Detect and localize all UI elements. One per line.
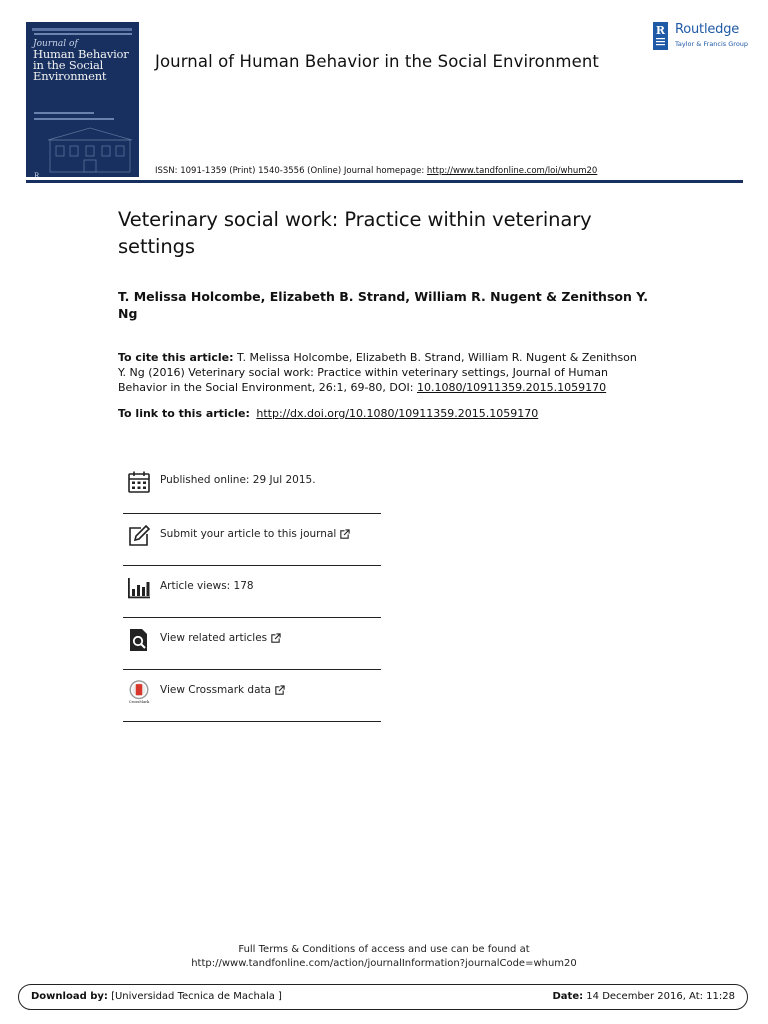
article-title: Veterinary social work: Practice within veterinary settings: [118, 208, 592, 258]
cover-name-line-1: Human Behavior: [33, 47, 129, 61]
submit-article-text: Submit your article to this journal: [160, 528, 337, 540]
publisher-group: Taylor & Francis Group: [675, 40, 749, 48]
download-date: [553, 991, 736, 1002]
terms-line-1: Full Terms & Conditions of access and use can be found at: [238, 944, 530, 955]
download-by: [31, 991, 282, 1002]
calendar-icon: [127, 470, 151, 494]
doi-link[interactable]: 10.1080/10911359.2015.1059170: [416, 381, 607, 394]
related-articles-label[interactable]: [160, 632, 281, 644]
publisher-logo: [653, 22, 753, 52]
download-date-value: 14 December 2016, At: 11:28: [583, 991, 735, 1002]
header-divider: [26, 180, 743, 183]
crossmark-item[interactable]: [123, 670, 381, 722]
download-by-value: [Universidad Tecnica de Machala ]: [107, 991, 282, 1002]
published-online-item: [123, 460, 381, 512]
journal-cover-image: [26, 22, 139, 177]
edit-icon: [127, 524, 151, 548]
cover-name-line-2: in the Social: [33, 58, 104, 72]
article-link: [118, 406, 658, 421]
related-articles-text: View related articles: [160, 632, 268, 644]
terms-notice: [0, 943, 768, 971]
cover-journal-of: Journal of: [33, 39, 78, 49]
article-url-link[interactable]: http://dx.doi.org/10.1080/10911359.2015.1059170: [256, 407, 539, 420]
svg-text:R: R: [655, 24, 666, 37]
download-info-bar: [18, 984, 748, 1010]
article-authors: T. Melissa Holcombe, Elizabeth B. Strand, William R. Nugent & Zenithson Y. Ng: [118, 289, 648, 321]
download-by-label: Download by:: [31, 991, 108, 1002]
article-info-list: [123, 460, 381, 722]
search-document-icon: [127, 628, 151, 652]
issn-line: [155, 166, 597, 176]
crossmark-label[interactable]: [160, 684, 285, 696]
cite-label: To cite this article:: [118, 351, 234, 364]
cover-routledge-mark: R: [34, 172, 40, 177]
routledge-logo-icon: [653, 22, 668, 50]
external-link-icon: [274, 685, 285, 696]
crossmark-text: View Crossmark data: [160, 684, 272, 696]
related-articles-item[interactable]: [123, 618, 381, 670]
external-link-icon: [270, 633, 281, 644]
crossmark-icon: [127, 680, 151, 704]
citation: [118, 350, 638, 395]
publisher-name: Routledge: [675, 22, 740, 37]
bar-chart-icon: [127, 576, 151, 600]
journal-title: Journal of Human Behavior in the Social Environment: [155, 52, 599, 71]
svg-text:CrossMark: CrossMark: [128, 700, 150, 704]
published-online-label: Published online: 29 Jul 2015.: [160, 474, 316, 486]
cover-name-line-3: Environment: [33, 69, 107, 83]
terms-url-link[interactable]: http://www.tandfonline.com/action/journalInformation?journalCode=whum20: [191, 958, 577, 969]
external-link-icon: [339, 529, 350, 540]
submit-article-item[interactable]: [123, 514, 381, 566]
issn-text: ISSN: 1091-1359 (Print) 1540-3556 (Online) Journal homepage:: [155, 166, 427, 176]
cite-text: T. Melissa Holcombe, Elizabeth B. Strand, William R. Nugent & Zenithson Y. Ng (2016) Veterinary social work: Practice within veterinary settings, Journal of Human Behavior in the Social Environment, 26:1, 69-80, DOI:: [118, 351, 637, 394]
link-label: To link to this article:: [118, 407, 250, 420]
submit-article-label[interactable]: [160, 528, 350, 540]
download-date-label: Date:: [552, 991, 584, 1002]
journal-homepage-link[interactable]: http://www.tandfonline.com/loi/whum20: [426, 166, 598, 176]
article-views-label: Article views: 178: [160, 580, 254, 592]
article-views-item: [123, 566, 381, 618]
cover-building-illustration: [46, 126, 134, 174]
